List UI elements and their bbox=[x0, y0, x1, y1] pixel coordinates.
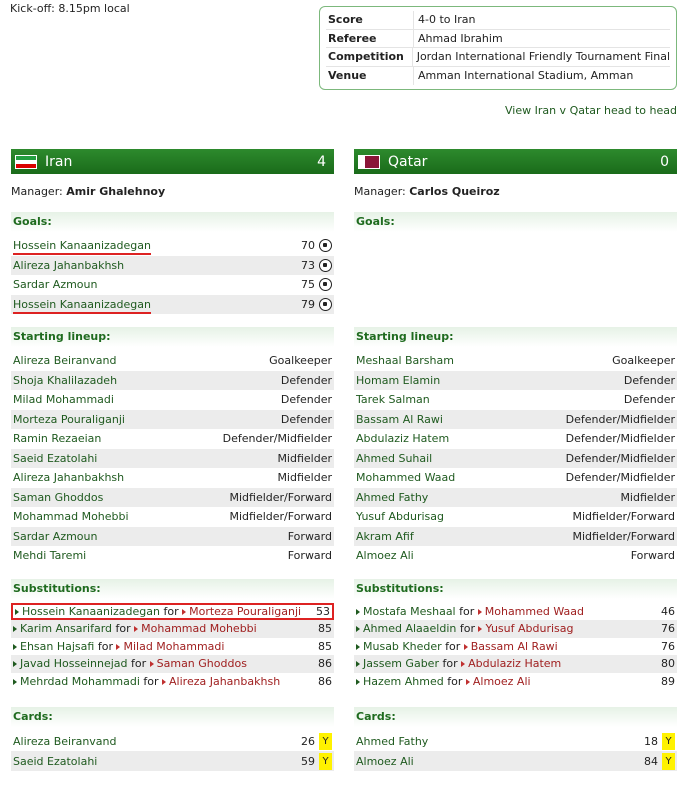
player-name[interactable]: Alireza Beiranvand bbox=[13, 354, 117, 368]
player-name[interactable]: Akram Afif bbox=[356, 529, 414, 543]
player-position: Defender bbox=[623, 393, 675, 407]
away-team-header bbox=[354, 149, 677, 174]
away-team-score: 0 bbox=[660, 153, 669, 170]
sub-for-label: for bbox=[442, 657, 458, 671]
lineup-row bbox=[11, 546, 334, 566]
home-goals-list bbox=[11, 236, 334, 314]
kickoff-time: Kick-off: 8.15pm local bbox=[10, 2, 130, 15]
info-row-venue bbox=[326, 67, 670, 86]
info-label: Referee bbox=[326, 30, 414, 48]
sub-minute: 80 bbox=[661, 657, 675, 671]
home-team-name[interactable]: Iran bbox=[45, 153, 73, 170]
info-value: 4-0 to Iran bbox=[418, 13, 476, 27]
sub-player-out[interactable]: Abdulaziz Hatem bbox=[468, 657, 562, 671]
away-team-column bbox=[354, 149, 677, 771]
player-name[interactable]: Shoja Khalilazadeh bbox=[13, 373, 118, 387]
player-name[interactable]: Tarek Salman bbox=[356, 393, 430, 407]
arrow-right-icon bbox=[356, 644, 360, 650]
card-row bbox=[11, 751, 334, 771]
lineup-row bbox=[11, 390, 334, 410]
player-position: Defender/Midfielder bbox=[565, 412, 675, 426]
lineup-row bbox=[354, 449, 677, 469]
player-name[interactable]: Abdulaziz Hatem bbox=[356, 432, 450, 446]
player-name[interactable]: Meshaal Barsham bbox=[356, 354, 454, 368]
arrow-right-icon bbox=[150, 661, 154, 667]
sub-minute: 76 bbox=[661, 639, 675, 653]
sub-row bbox=[354, 655, 677, 673]
manager-label: Manager: bbox=[354, 185, 406, 198]
arrow-right-icon bbox=[356, 626, 360, 632]
player-name[interactable]: Bassam Al Rawi bbox=[356, 412, 443, 426]
lineup-header: Starting lineup: bbox=[11, 327, 334, 347]
arrow-right-icon bbox=[116, 644, 120, 650]
home-team-column bbox=[11, 149, 334, 771]
goal-row bbox=[11, 236, 334, 256]
lineup-row bbox=[354, 351, 677, 371]
sub-row bbox=[11, 620, 334, 638]
manager-name[interactable]: Carlos Queiroz bbox=[409, 185, 500, 198]
manager-label: Manager: bbox=[11, 185, 63, 198]
cards-header: Cards: bbox=[11, 707, 334, 727]
goal-minute: 73 bbox=[301, 258, 315, 272]
arrow-right-icon bbox=[13, 661, 17, 667]
sub-player-in[interactable]: Karim Ansarifard bbox=[20, 622, 113, 636]
football-icon bbox=[319, 298, 332, 311]
sub-for-label: for bbox=[115, 622, 131, 636]
arrow-right-icon bbox=[182, 609, 186, 615]
lineup-row bbox=[354, 488, 677, 508]
arrow-right-icon bbox=[162, 679, 166, 685]
sub-row bbox=[11, 655, 334, 673]
player-position: Defender/Midfielder bbox=[565, 471, 675, 485]
sub-for-label: for bbox=[445, 639, 461, 653]
card-minute: 18 bbox=[644, 734, 658, 748]
player-position: Forward bbox=[287, 529, 332, 543]
player-name[interactable]: Mohammed Waad bbox=[356, 471, 456, 485]
sub-player-out[interactable]: Mohammed Waad bbox=[484, 604, 584, 618]
sub-player-out[interactable]: Morteza Pouraliganji bbox=[189, 604, 302, 618]
away-manager bbox=[354, 185, 677, 199]
info-row-referee bbox=[326, 30, 670, 49]
player-name[interactable]: Ahmed Fathy bbox=[356, 490, 429, 504]
sub-minute: 46 bbox=[661, 604, 675, 618]
card-player[interactable]: Saeid Ezatolahi bbox=[13, 754, 98, 768]
player-position: Forward bbox=[630, 549, 675, 563]
player-name[interactable]: Almoez Ali bbox=[356, 549, 414, 563]
player-position: Midfielder/Forward bbox=[229, 490, 332, 504]
substitutions-header: Substitutions: bbox=[354, 579, 677, 599]
player-position: Defender/Midfielder bbox=[565, 432, 675, 446]
player-position: Defender bbox=[623, 373, 675, 387]
home-subs-list bbox=[11, 603, 334, 691]
player-position: Midfielder bbox=[277, 471, 332, 485]
player-name[interactable]: Saman Ghoddos bbox=[13, 490, 104, 504]
away-cards-list bbox=[354, 731, 677, 771]
player-name[interactable]: Sardar Azmoun bbox=[13, 529, 98, 543]
sub-for-label: for bbox=[143, 674, 159, 688]
player-name[interactable]: Milad Mohammadi bbox=[13, 393, 114, 407]
arrow-right-icon bbox=[13, 679, 17, 685]
sub-for-label: for bbox=[163, 604, 179, 618]
sub-for-label: for bbox=[459, 604, 475, 618]
info-row-score bbox=[326, 11, 670, 30]
sub-player-out[interactable]: Mohammad Mohebbi bbox=[141, 622, 257, 636]
goals-header: Goals: bbox=[354, 212, 677, 232]
goals-header: Goals: bbox=[11, 212, 334, 232]
cards-header: Cards: bbox=[354, 707, 677, 727]
sub-minute: 53 bbox=[316, 604, 330, 618]
sub-row bbox=[354, 673, 677, 691]
sub-player-out[interactable]: Bassam Al Rawi bbox=[470, 639, 558, 653]
goal-scorer[interactable]: Hossein Kanaanizadegan bbox=[13, 239, 151, 255]
player-name[interactable]: Mohammad Mohebbi bbox=[13, 510, 129, 524]
player-position: Midfielder/Forward bbox=[229, 510, 332, 524]
home-cards-list bbox=[11, 731, 334, 771]
sub-row bbox=[11, 673, 334, 691]
info-label: Venue bbox=[326, 67, 414, 86]
goal-row bbox=[11, 256, 334, 276]
card-player[interactable]: Ahmed Fathy bbox=[356, 734, 429, 748]
player-position: Goalkeeper bbox=[269, 354, 332, 368]
info-value: Amman International Stadium, Amman bbox=[418, 69, 634, 83]
lineup-row bbox=[354, 371, 677, 391]
lineup-row bbox=[11, 410, 334, 430]
lineup-row bbox=[354, 468, 677, 488]
away-lineup-list bbox=[354, 351, 677, 566]
sub-player-in[interactable]: Mostafa Meshaal bbox=[363, 604, 456, 618]
sub-player-in[interactable]: Ehsan Hajsafi bbox=[20, 639, 95, 653]
player-name[interactable]: Alireza Jahanbakhsh bbox=[13, 471, 125, 485]
lineup-row bbox=[354, 546, 677, 566]
arrow-right-icon bbox=[478, 609, 482, 615]
player-position: Midfielder bbox=[620, 490, 675, 504]
player-name[interactable]: Mehdi Taremi bbox=[13, 549, 87, 563]
lineup-row bbox=[354, 390, 677, 410]
away-subs-list bbox=[354, 603, 677, 691]
goal-minute: 75 bbox=[301, 278, 315, 292]
goal-minute: 79 bbox=[301, 297, 315, 311]
lineup-row bbox=[11, 371, 334, 391]
sub-player-out[interactable]: Milad Mohammadi bbox=[123, 639, 225, 653]
sub-player-in[interactable]: Musab Kheder bbox=[363, 639, 442, 653]
goal-minute: 70 bbox=[301, 239, 315, 253]
lineup-row bbox=[354, 527, 677, 547]
football-icon bbox=[319, 239, 332, 252]
player-position: Forward bbox=[287, 549, 332, 563]
info-value: Ahmad Ibrahim bbox=[418, 31, 503, 45]
sub-player-in[interactable]: Javad Hosseinnejad bbox=[20, 657, 128, 671]
lineup-row bbox=[11, 449, 334, 469]
sub-row bbox=[11, 638, 334, 656]
player-position: Defender/Midfielder bbox=[222, 432, 332, 446]
player-position: Midfielder/Forward bbox=[572, 510, 675, 524]
player-position: Goalkeeper bbox=[612, 354, 675, 368]
substitutions-header: Substitutions: bbox=[11, 579, 334, 599]
sub-player-out[interactable]: Saman Ghoddos bbox=[156, 657, 247, 671]
football-icon bbox=[319, 278, 332, 291]
lineup-row bbox=[354, 429, 677, 449]
match-info-box bbox=[319, 6, 677, 90]
arrow-right-icon bbox=[466, 679, 470, 685]
arrow-right-icon bbox=[478, 626, 482, 632]
info-row-competition bbox=[326, 48, 670, 67]
goal-scorer[interactable]: Hossein Kanaanizadegan bbox=[13, 298, 151, 314]
arrow-right-icon bbox=[464, 644, 468, 650]
player-name[interactable]: Saeid Ezatolahi bbox=[13, 451, 98, 465]
goal-row bbox=[11, 295, 334, 315]
lineup-header: Starting lineup: bbox=[354, 327, 677, 347]
sub-player-out[interactable]: Almoez Ali bbox=[472, 674, 531, 688]
info-label: Competition bbox=[326, 48, 413, 66]
lineup-row bbox=[11, 351, 334, 371]
sub-row bbox=[11, 603, 334, 621]
arrow-right-icon bbox=[356, 661, 360, 667]
card-row bbox=[11, 731, 334, 751]
lineup-row bbox=[11, 527, 334, 547]
lineup-row bbox=[354, 507, 677, 527]
player-position: Defender bbox=[280, 412, 332, 426]
player-position: Midfielder bbox=[277, 451, 332, 465]
yellow-card-icon: Y bbox=[319, 753, 332, 770]
yellow-card-icon: Y bbox=[319, 733, 332, 750]
card-row bbox=[354, 731, 677, 751]
iran-flag-icon bbox=[15, 155, 37, 169]
sub-minute: 76 bbox=[661, 622, 675, 636]
card-minute: 59 bbox=[301, 754, 315, 768]
sub-for-label: for bbox=[131, 657, 147, 671]
sub-player-in[interactable]: Ahmed Alaaeldin bbox=[363, 622, 457, 636]
player-name[interactable]: Yusuf Abdurisag bbox=[356, 510, 444, 524]
card-player[interactable]: Almoez Ali bbox=[356, 754, 414, 768]
arrow-right-icon bbox=[356, 609, 360, 615]
goal-scorer[interactable]: Sardar Azmoun bbox=[13, 278, 98, 292]
home-lineup-list bbox=[11, 351, 334, 566]
sub-minute: 89 bbox=[661, 674, 675, 688]
arrow-right-icon bbox=[356, 679, 360, 685]
lineup-row bbox=[354, 410, 677, 430]
sub-for-label: for bbox=[447, 674, 463, 688]
lineup-row bbox=[11, 488, 334, 508]
player-name[interactable]: Morteza Pouraliganji bbox=[13, 412, 125, 426]
sub-player-in[interactable]: Hossein Kanaanizadegan bbox=[22, 604, 160, 618]
lineup-row bbox=[11, 429, 334, 449]
arrow-right-icon bbox=[15, 609, 19, 615]
sub-minute: 86 bbox=[318, 657, 332, 671]
sub-minute: 86 bbox=[318, 674, 332, 688]
sub-player-out[interactable]: Alireza Jahanbakhsh bbox=[169, 674, 281, 688]
away-team-name[interactable]: Qatar bbox=[388, 153, 428, 170]
card-player[interactable]: Alireza Beiranvand bbox=[13, 734, 117, 748]
sub-for-label: for bbox=[97, 639, 113, 653]
arrow-right-icon bbox=[13, 644, 17, 650]
player-name[interactable]: Ahmed Suhail bbox=[356, 451, 433, 465]
home-manager bbox=[11, 185, 334, 199]
sub-minute: 85 bbox=[318, 639, 332, 653]
card-minute: 84 bbox=[644, 754, 658, 768]
sub-player-out[interactable]: Yusuf Abdurisag bbox=[485, 622, 574, 636]
player-position: Defender/Midfielder bbox=[565, 451, 675, 465]
away-goals-list bbox=[354, 236, 677, 314]
arrow-right-icon bbox=[134, 626, 138, 632]
player-name[interactable]: Ramin Rezaeian bbox=[13, 432, 102, 446]
sub-row bbox=[354, 620, 677, 638]
info-label: Score bbox=[326, 11, 414, 29]
sub-row bbox=[354, 638, 677, 656]
yellow-card-icon: Y bbox=[662, 753, 675, 770]
manager-name[interactable]: Amir Ghalehnoy bbox=[66, 185, 166, 198]
arrow-right-icon bbox=[13, 626, 17, 632]
sub-for-label: for bbox=[459, 622, 475, 636]
arrow-right-icon bbox=[461, 661, 465, 667]
goal-scorer[interactable]: Alireza Jahanbakhsh bbox=[13, 258, 125, 272]
goal-row bbox=[11, 275, 334, 295]
head-to-head-link[interactable]: View Iran v Qatar head to head bbox=[504, 104, 677, 117]
football-icon bbox=[319, 259, 332, 272]
yellow-card-icon: Y bbox=[662, 733, 675, 750]
qatar-flag-icon bbox=[358, 155, 380, 169]
sub-player-in[interactable]: Jassem Gaber bbox=[363, 657, 439, 671]
lineup-row bbox=[11, 468, 334, 488]
sub-minute: 85 bbox=[318, 622, 332, 636]
player-position: Defender bbox=[280, 393, 332, 407]
sub-row bbox=[354, 603, 677, 621]
player-position: Midfielder/Forward bbox=[572, 529, 675, 543]
info-value: Jordan International Friendly Tournament Final bbox=[416, 50, 670, 64]
home-team-score: 4 bbox=[317, 153, 326, 170]
player-position: Defender bbox=[280, 373, 332, 387]
sub-player-in[interactable]: Hazem Ahmed bbox=[363, 674, 444, 688]
card-row bbox=[354, 751, 677, 771]
player-name[interactable]: Homam Elamin bbox=[356, 373, 441, 387]
card-minute: 26 bbox=[301, 734, 315, 748]
lineup-row bbox=[11, 507, 334, 527]
sub-player-in[interactable]: Mehrdad Mohammadi bbox=[20, 674, 140, 688]
home-team-header bbox=[11, 149, 334, 174]
